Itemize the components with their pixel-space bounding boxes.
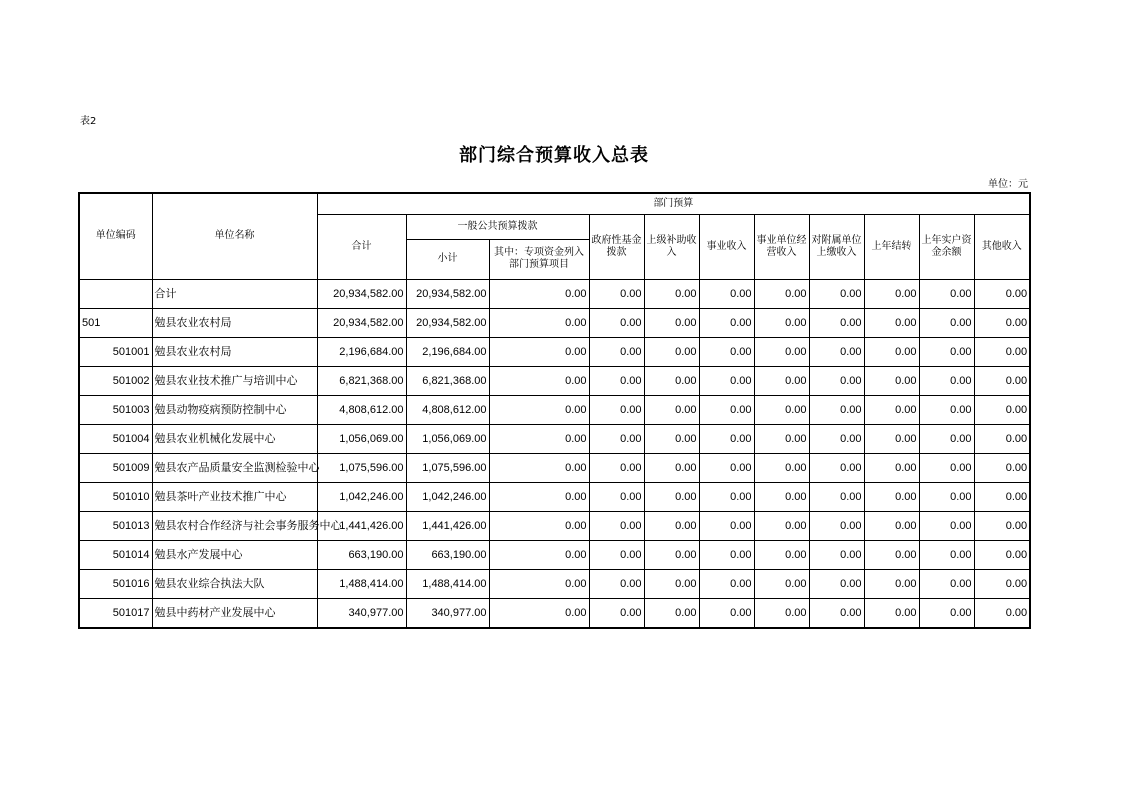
business-income-cell: 0.00	[699, 424, 754, 453]
carryover-cell: 0.00	[864, 366, 919, 395]
subtotal-cell: 20,934,582.00	[406, 308, 489, 337]
prev-year-balance-cell: 0.00	[919, 511, 974, 540]
special-funds-cell: 0.00	[489, 511, 589, 540]
affiliated-turnover-cell: 0.00	[809, 511, 864, 540]
prev-year-balance-cell: 0.00	[919, 395, 974, 424]
business-operating-cell: 0.00	[754, 511, 809, 540]
gov-fund-cell: 0.00	[589, 279, 644, 308]
special-funds-cell: 0.00	[489, 453, 589, 482]
unit-code-cell: 501014	[79, 540, 152, 569]
gov-fund-cell: 0.00	[589, 511, 644, 540]
business-income-cell: 0.00	[699, 569, 754, 598]
business-operating-cell: 0.00	[754, 482, 809, 511]
superior-subsidy-cell: 0.00	[644, 308, 699, 337]
gov-fund-cell: 0.00	[589, 308, 644, 337]
header-other-income: 其他收入	[974, 214, 1030, 279]
carryover-cell: 0.00	[864, 598, 919, 628]
table-row	[79, 395, 1030, 424]
other-income-cell: 0.00	[974, 424, 1030, 453]
superior-subsidy-cell: 0.00	[644, 511, 699, 540]
affiliated-turnover-cell: 0.00	[809, 395, 864, 424]
business-income-cell: 0.00	[699, 511, 754, 540]
unit-code-cell: 501016	[79, 569, 152, 598]
header-business-income: 事业收入	[699, 214, 754, 279]
gov-fund-cell: 0.00	[589, 569, 644, 598]
business-operating-cell: 0.00	[754, 308, 809, 337]
affiliated-turnover-cell: 0.00	[809, 424, 864, 453]
unit-name-cell: 勉县动物疫病预防控制中心	[152, 395, 317, 424]
subtotal-cell: 2,196,684.00	[406, 337, 489, 366]
superior-subsidy-cell: 0.00	[644, 482, 699, 511]
subtotal-cell: 20,934,582.00	[406, 279, 489, 308]
header-unit-code: 单位编码	[79, 193, 152, 279]
business-operating-cell: 0.00	[754, 540, 809, 569]
superior-subsidy-cell: 0.00	[644, 366, 699, 395]
subtotal-cell: 1,056,069.00	[406, 424, 489, 453]
affiliated-turnover-cell: 0.00	[809, 308, 864, 337]
header-special-funds: 其中：专项资金列入部门预算项目	[489, 239, 589, 279]
business-income-cell: 0.00	[699, 366, 754, 395]
gov-fund-cell: 0.00	[589, 366, 644, 395]
prev-year-balance-cell: 0.00	[919, 482, 974, 511]
business-operating-cell: 0.00	[754, 337, 809, 366]
unit-code-cell: 501013	[79, 511, 152, 540]
other-income-cell: 0.00	[974, 366, 1030, 395]
other-income-cell: 0.00	[974, 598, 1030, 628]
table-row	[79, 308, 1030, 337]
prev-year-balance-cell: 0.00	[919, 424, 974, 453]
unit-code-cell: 501001	[79, 337, 152, 366]
special-funds-cell: 0.00	[489, 395, 589, 424]
business-income-cell: 0.00	[699, 308, 754, 337]
unit-name-cell: 勉县茶叶产业技术推广中心	[152, 482, 317, 511]
table-row	[79, 569, 1030, 598]
special-funds-cell: 0.00	[489, 424, 589, 453]
unit-code-cell: 501017	[79, 598, 152, 628]
other-income-cell: 0.00	[974, 337, 1030, 366]
total-cell: 20,934,582.00	[317, 308, 406, 337]
special-funds-cell: 0.00	[489, 598, 589, 628]
other-income-cell: 0.00	[974, 511, 1030, 540]
superior-subsidy-cell: 0.00	[644, 598, 699, 628]
header-general-public: 一般公共预算拨款	[406, 214, 589, 239]
header-gov-fund: 政府性基金拨款	[589, 214, 644, 279]
unit-name-cell: 勉县农业技术推广与培训中心	[152, 366, 317, 395]
table-row	[79, 598, 1030, 628]
unit-code-cell: 501	[79, 308, 152, 337]
superior-subsidy-cell: 0.00	[644, 424, 699, 453]
gov-fund-cell: 0.00	[589, 424, 644, 453]
carryover-cell: 0.00	[864, 337, 919, 366]
header-subtotal: 小计	[406, 239, 489, 279]
subtotal-cell: 1,042,246.00	[406, 482, 489, 511]
gov-fund-cell: 0.00	[589, 453, 644, 482]
prev-year-balance-cell: 0.00	[919, 598, 974, 628]
total-cell: 2,196,684.00	[317, 337, 406, 366]
table-number: 表2	[80, 116, 97, 127]
business-income-cell: 0.00	[699, 337, 754, 366]
total-cell: 1,441,426.00	[317, 511, 406, 540]
table-row	[79, 511, 1030, 540]
unit-name-cell: 勉县农业综合执法大队	[152, 569, 317, 598]
special-funds-cell: 0.00	[489, 482, 589, 511]
total-cell: 6,821,368.00	[317, 366, 406, 395]
prev-year-balance-cell: 0.00	[919, 308, 974, 337]
special-funds-cell: 0.00	[489, 569, 589, 598]
carryover-cell: 0.00	[864, 453, 919, 482]
gov-fund-cell: 0.00	[589, 395, 644, 424]
unit-code-cell	[79, 279, 152, 308]
affiliated-turnover-cell: 0.00	[809, 279, 864, 308]
total-cell: 4,808,612.00	[317, 395, 406, 424]
unit-name-cell: 合计	[152, 279, 317, 308]
unit-name-cell: 勉县农业农村局	[152, 308, 317, 337]
subtotal-cell: 1,441,426.00	[406, 511, 489, 540]
affiliated-turnover-cell: 0.00	[809, 598, 864, 628]
header-superior-subsidy: 上级补助收入	[644, 214, 699, 279]
carryover-cell: 0.00	[864, 308, 919, 337]
prev-year-balance-cell: 0.00	[919, 366, 974, 395]
business-income-cell: 0.00	[699, 279, 754, 308]
business-income-cell: 0.00	[699, 482, 754, 511]
prev-year-balance-cell: 0.00	[919, 453, 974, 482]
table-row	[79, 337, 1030, 366]
table-row	[79, 482, 1030, 511]
subtotal-cell: 4,808,612.00	[406, 395, 489, 424]
header-affiliated-turnover: 对附属单位上缴收入	[809, 214, 864, 279]
business-operating-cell: 0.00	[754, 395, 809, 424]
business-operating-cell: 0.00	[754, 569, 809, 598]
table-row	[79, 279, 1030, 308]
superior-subsidy-cell: 0.00	[644, 395, 699, 424]
prev-year-balance-cell: 0.00	[919, 279, 974, 308]
subtotal-cell: 340,977.00	[406, 598, 489, 628]
header-total: 合计	[317, 214, 406, 279]
carryover-cell: 0.00	[864, 279, 919, 308]
prev-year-balance-cell: 0.00	[919, 337, 974, 366]
superior-subsidy-cell: 0.00	[644, 540, 699, 569]
header-prev-year-balance: 上年实户资金余额	[919, 214, 974, 279]
affiliated-turnover-cell: 0.00	[809, 569, 864, 598]
header-prev-year-carryover: 上年结转	[864, 214, 919, 279]
unit-code-cell: 501009	[79, 453, 152, 482]
unit-name-cell: 勉县农村合作经济与社会事务服务中心	[152, 511, 317, 540]
page-title: 部门综合预算收入总表	[459, 145, 649, 166]
unit-code-cell: 501003	[79, 395, 152, 424]
subtotal-cell: 663,190.00	[406, 540, 489, 569]
other-income-cell: 0.00	[974, 279, 1030, 308]
unit-label: 单位：元	[988, 179, 1028, 190]
subtotal-cell: 1,488,414.00	[406, 569, 489, 598]
carryover-cell: 0.00	[864, 424, 919, 453]
business-operating-cell: 0.00	[754, 366, 809, 395]
superior-subsidy-cell: 0.00	[644, 453, 699, 482]
gov-fund-cell: 0.00	[589, 598, 644, 628]
unit-code-cell: 501004	[79, 424, 152, 453]
carryover-cell: 0.00	[864, 540, 919, 569]
total-cell: 1,042,246.00	[317, 482, 406, 511]
unit-name-cell: 勉县农业农村局	[152, 337, 317, 366]
affiliated-turnover-cell: 0.00	[809, 540, 864, 569]
superior-subsidy-cell: 0.00	[644, 337, 699, 366]
other-income-cell: 0.00	[974, 540, 1030, 569]
other-income-cell: 0.00	[974, 569, 1030, 598]
special-funds-cell: 0.00	[489, 279, 589, 308]
business-operating-cell: 0.00	[754, 598, 809, 628]
total-cell: 1,488,414.00	[317, 569, 406, 598]
carryover-cell: 0.00	[864, 482, 919, 511]
unit-name-cell: 勉县农业机械化发展中心	[152, 424, 317, 453]
table-header	[79, 193, 1030, 279]
header-unit-name: 单位名称	[152, 193, 317, 279]
affiliated-turnover-cell: 0.00	[809, 482, 864, 511]
business-income-cell: 0.00	[699, 598, 754, 628]
business-operating-cell: 0.00	[754, 453, 809, 482]
budget-table	[78, 192, 1031, 629]
gov-fund-cell: 0.00	[589, 540, 644, 569]
subtotal-cell: 1,075,596.00	[406, 453, 489, 482]
carryover-cell: 0.00	[864, 395, 919, 424]
unit-name-cell: 勉县水产发展中心	[152, 540, 317, 569]
carryover-cell: 0.00	[864, 511, 919, 540]
special-funds-cell: 0.00	[489, 337, 589, 366]
table-body	[79, 279, 1030, 628]
unit-name-cell: 勉县农产品质量安全监测检验中心	[152, 453, 317, 482]
other-income-cell: 0.00	[974, 482, 1030, 511]
affiliated-turnover-cell: 0.00	[809, 366, 864, 395]
special-funds-cell: 0.00	[489, 366, 589, 395]
table-row	[79, 540, 1030, 569]
special-funds-cell: 0.00	[489, 540, 589, 569]
business-income-cell: 0.00	[699, 395, 754, 424]
total-cell: 1,075,596.00	[317, 453, 406, 482]
prev-year-balance-cell: 0.00	[919, 540, 974, 569]
header-dept-budget: 部门预算	[317, 193, 1030, 214]
business-income-cell: 0.00	[699, 540, 754, 569]
affiliated-turnover-cell: 0.00	[809, 453, 864, 482]
other-income-cell: 0.00	[974, 308, 1030, 337]
unit-name-cell: 勉县中药材产业发展中心	[152, 598, 317, 628]
total-cell: 340,977.00	[317, 598, 406, 628]
gov-fund-cell: 0.00	[589, 337, 644, 366]
unit-code-cell: 501010	[79, 482, 152, 511]
table-row	[79, 453, 1030, 482]
subtotal-cell: 6,821,368.00	[406, 366, 489, 395]
unit-code-cell: 501002	[79, 366, 152, 395]
table-row	[79, 424, 1030, 453]
table-row	[79, 366, 1030, 395]
superior-subsidy-cell: 0.00	[644, 569, 699, 598]
superior-subsidy-cell: 0.00	[644, 279, 699, 308]
other-income-cell: 0.00	[974, 395, 1030, 424]
header-business-unit-operating: 事业单位经营收入	[754, 214, 809, 279]
total-cell: 1,056,069.00	[317, 424, 406, 453]
business-operating-cell: 0.00	[754, 424, 809, 453]
prev-year-balance-cell: 0.00	[919, 569, 974, 598]
other-income-cell: 0.00	[974, 453, 1030, 482]
business-income-cell: 0.00	[699, 453, 754, 482]
business-operating-cell: 0.00	[754, 279, 809, 308]
special-funds-cell: 0.00	[489, 308, 589, 337]
affiliated-turnover-cell: 0.00	[809, 337, 864, 366]
total-cell: 663,190.00	[317, 540, 406, 569]
gov-fund-cell: 0.00	[589, 482, 644, 511]
total-cell: 20,934,582.00	[317, 279, 406, 308]
carryover-cell: 0.00	[864, 569, 919, 598]
